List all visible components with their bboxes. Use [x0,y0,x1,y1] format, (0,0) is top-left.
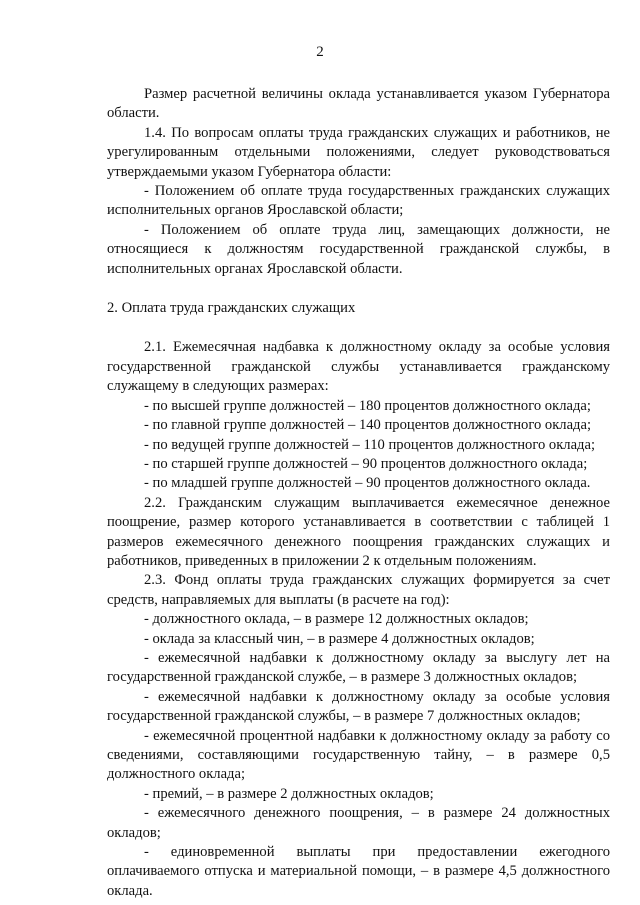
paragraph-salary-base: Размер расчетной величины оклада устанавливается указом Губернатора области. [107,86,610,122]
document-body [107,85,610,901]
paragraph-2-2: 2.2. Гражданским служащим выплачивается ежемесячное денежное поощрение, размер которого устанавливается в соответствии с таблицей 1 размеров ежемесячного денежного поощрения гражданских служащих и работников, приведенных в приложении 2 к отдельным положениям. [107,494,610,569]
list-item-premiums: - премий, – в размере 2 должностных окладов; [144,785,434,802]
list-item-class-rank: - оклада за классный чин, – в размере 4 должностных окладов; [144,630,535,647]
list-item-salary: - должностного оклада, – в размере 12 должностных окладов; [144,611,529,628]
paragraph-2-1: 2.1. Ежемесячная надбавка к должностному окладу за особые условия государственной гражданской службы устанавливается гражданскому служащему в следующих размерах: [107,339,610,395]
list-item-senior-group: - по старшей группе должностей – 90 процентов должностного оклада; [144,455,588,472]
list-item-junior-group: - по младшей группе должностей – 90 процентов должностного оклада. [144,475,591,492]
list-item-state-secret-bonus: - ежемесячной процентной надбавки к должностному окладу за работу со сведениями, составляющими государственную тайну, – в размере 0,5 должностного оклада; [107,727,610,783]
list-item-seniority-bonus: - ежемесячной надбавки к должностному окладу за выслугу лет на государственной гражданской службе, – в размере 3 должностных окладов; [107,649,610,686]
list-item-monthly-incentive: - ежемесячного денежного поощрения, – в размере 24 должностных окладов; [107,805,610,841]
list-item-regulation-non-civil-positions: - Положением об оплате труда лиц, замещающих должности, не относящиеся к должностям государственной гражданской службы, в исполнительных органах Ярославской области. [107,221,610,277]
section-heading: 2. Оплата труда гражданских служащих [107,300,356,317]
list-item-regulation-civil-servants: - Положением об оплате труда государственных гражданских служащих исполнительных органов Ярославской области; [107,183,610,219]
paragraph-2-3: 2.3. Фонд оплаты труда гражданских служащих формируется за счет средств, направляемых для выплаты (в расчете на год): [107,572,610,608]
list-item-highest-group: - по высшей группе должностей – 180 процентов должностного оклада; [144,397,591,414]
paragraph-1-4: 1.4. По вопросам оплаты труда гражданских служащих и работников, не урегулированным отдельными положениями, следует руководствоваться утверждаемыми указом Губернатора области: [107,124,610,180]
list-item-special-conditions-bonus: - ежемесячной надбавки к должностному окладу за особые условия государственной гражданской службы, – в размере 7 должностных окладов; [107,688,610,725]
list-item-vacation-payment: - единовременной выплаты при предоставлении ежегодного оплачиваемого отпуска и материальной помощи, – в размере 4,5 должностного оклада. [107,844,610,899]
list-item-leading-group: - по ведущей группе должностей – 110 процентов должностного оклада; [144,436,596,453]
list-item-main-group: - по главной группе должностей – 140 процентов должностного оклада; [144,417,592,434]
page-number: 2 [316,44,324,60]
